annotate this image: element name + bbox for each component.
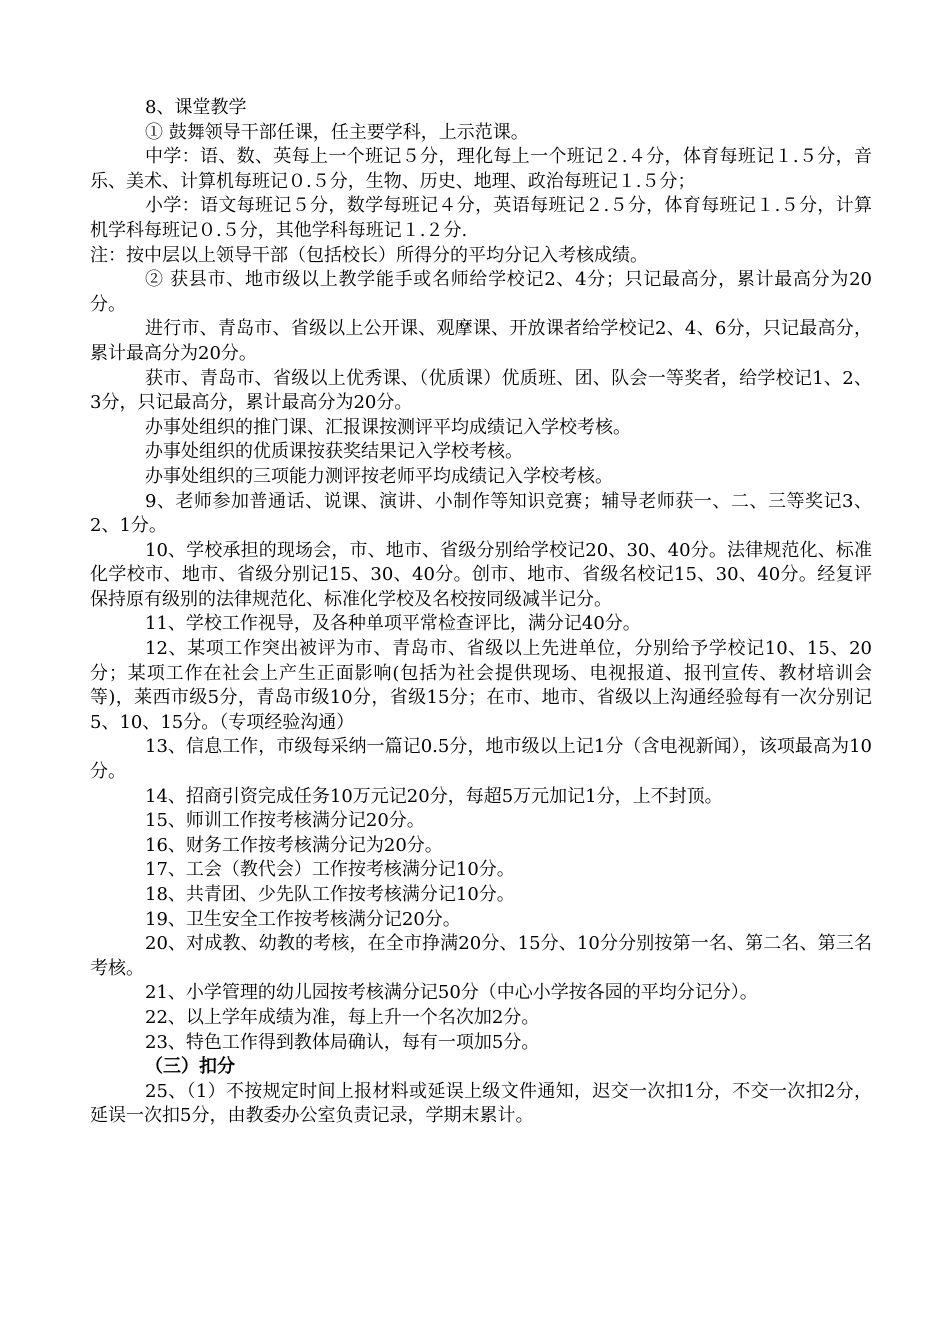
paragraph-item-10: 10、学校承担的现场会，市、地市、省级分别给学校记20、30、40分。法律规范化、标准化学校市、地市、省级分别记15、30、40分。创市、地市、省级名校记15、30、40分。经复评保持原有级别的法律规范化、标准化学校及名校按同级减半记分。 <box>90 539 872 610</box>
section-heading-classroom-teaching: 8、课堂教学 <box>145 97 247 118</box>
paragraph-item-12: 12、某项工作突出被评为市、青岛市、省级以上先进单位，分别给予学校记10、15、20分；某项工作在社会上产生正面影响(包括为社会提供现场、电视报道、报刊宣传、教材培训会等)，莱西市级5分，青岛市级10分，省级15分；在市、地市、省级以上沟通经验每有一次分别记5、10、15分。（专项经验沟通） <box>90 638 872 733</box>
paragraph-note: 注：按中层以上领导干部（包括校长）所得分的平均分记入考核成绩。 <box>90 244 648 266</box>
paragraph-quality-class: 办事处组织的优质课按获奖结果记入学校考核。 <box>145 441 523 463</box>
paragraph-item-22: 22、以上学年成绩为准，每上升一个名次加2分。 <box>145 1006 540 1028</box>
paragraph-leaders-teaching: ① 鼓舞领导干部任课，任主要学科，上示范课。 <box>145 121 529 143</box>
paragraph-middle-school-scoring: 中学：语、数、英每上一个班记５分，理化每上一个班记２.４分，体育每班记１.５分，音乐、美术、计算机每班记０.５分，生物、历史、地理、政治每班记１.５分； <box>90 146 872 192</box>
paragraph-push-door-class: 办事处组织的推门课、汇报课按测评平均成绩记入学校考核。 <box>145 416 631 438</box>
paragraph-item-13: 13、信息工作，市级每采纳一篇记0.5分，地市级以上记1分（含电视新闻），该项最高为10分。 <box>90 736 872 783</box>
paragraph-item-25: 25、（1）不按规定时间上报材料或延误上级文件通知，迟交一次扣1分，不交一次扣2分，延误一次扣5分，由教委办公室负责记录，学期末累计。 <box>90 1080 872 1127</box>
paragraph-item-11: 11、学校工作视导，及各种单项平常检查评比，满分记40分。 <box>145 613 641 635</box>
paragraph-open-class: 进行市、青岛市、省级以上公开课、观摩课、开放课者给学校记2、4、6分，只记最高分，累计最高分为20分。 <box>90 318 872 364</box>
paragraph-teaching-expert: ② 获县市、地市级以上教学能手或名师给学校记2、4分；只记最高分，累计最高分为20分。 <box>90 269 872 315</box>
paragraph-item-16: 16、财务工作按考核满分记为20分。 <box>145 834 443 856</box>
paragraph-three-abilities: 办事处组织的三项能力测评按老师平均成绩记入学校考核。 <box>145 465 613 487</box>
paragraph-primary-school-scoring: 小学：语文每班记５分，数学每班记４分，英语每班记２.５分，体育每班记１.５分，计算机学科每班记０.５分，其他学科每班记１.２分. <box>90 195 872 241</box>
paragraph-item-20: 20、对成教、幼教的考核，在全市挣满20分、15分、10分分别按第一名、第二名、第三名考核。 <box>90 933 872 979</box>
paragraph-excellent-class-award: 获市、青岛市、省级以上优秀课、（优质课）优质班、团、队会一等奖者，给学校记1、2、3分，只记最高分，累计最高分为20分。 <box>90 367 872 414</box>
paragraph-item-23: 23、特色工作得到教体局确认，每有一项加5分。 <box>145 1031 540 1053</box>
paragraph-item-9: 9、老师参加普通话、说课、演讲、小制作等知识竞赛；辅导老师获一、二、三等奖记3、2、1分。 <box>90 490 872 537</box>
section-heading-deductions: （三）扣分 <box>145 1056 235 1078</box>
paragraph-item-21: 21、小学管理的幼儿园按考核满分记50分（中心小学按各园的平均分记分）。 <box>145 982 758 1004</box>
paragraph-item-14: 14、招商引资完成任务10万元记20分，每超5万元加记1分，上不封顶。 <box>145 785 723 807</box>
paragraph-item-17: 17、工会（教代会）工作按考核满分记10分。 <box>145 859 515 881</box>
paragraph-item-15: 15、师训工作按考核满分记20分。 <box>145 810 425 832</box>
paragraph-item-18: 18、共青团、少先队工作按考核满分记10分。 <box>145 884 515 905</box>
paragraph-item-19: 19、卫生安全工作按考核满分记20分。 <box>145 908 461 930</box>
